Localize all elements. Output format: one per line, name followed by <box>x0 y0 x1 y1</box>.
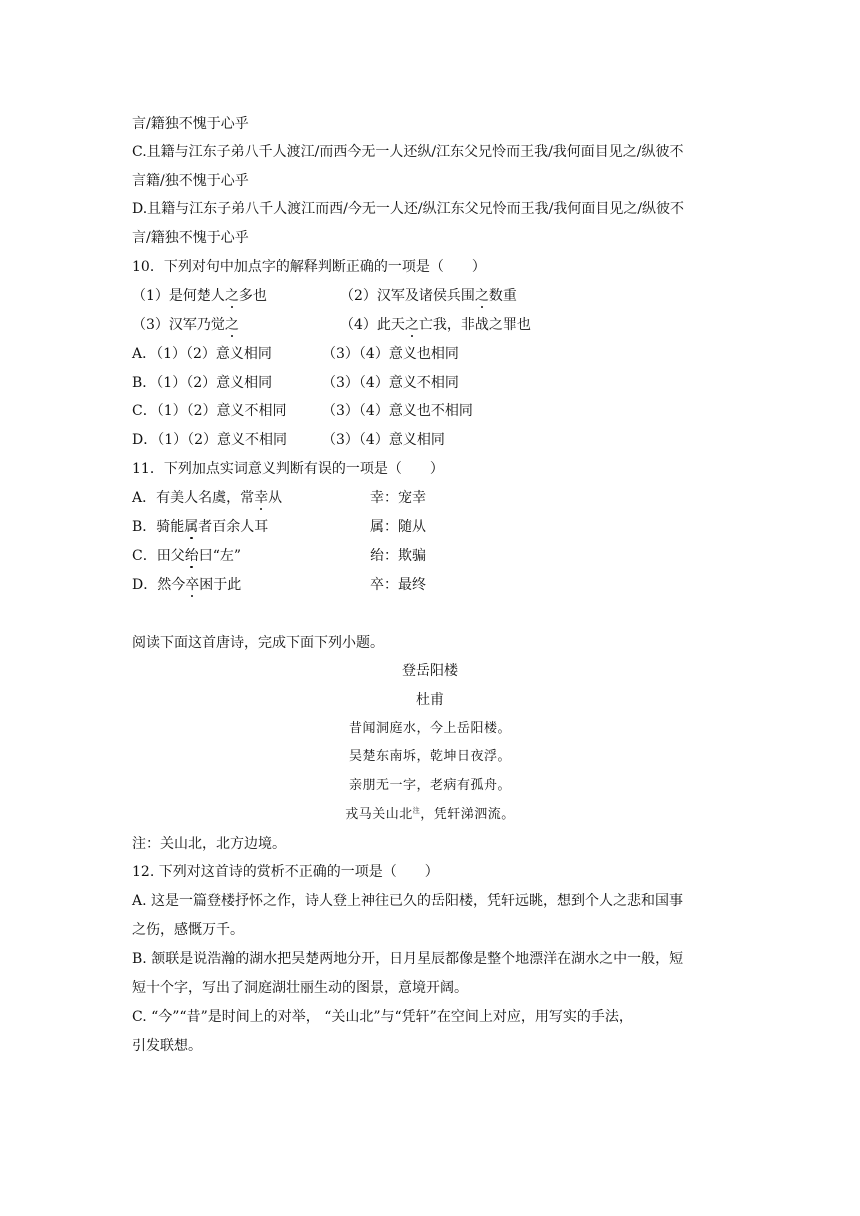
poem-line-4: 戎马关山北$^注$，凭轩涕泗流。 <box>345 806 515 822</box>
emphasis-dot-char: 之 <box>474 288 489 304</box>
emphasis-dot-char: 绐 <box>184 548 199 564</box>
q10-sentence-4: （4）此天之亡我，非战之罪也 <box>340 317 531 333</box>
q10-sentence-1: （1）是何楚人之多也 <box>132 288 267 304</box>
reading-instructions: 阅读下面这首唐诗，完成下面下列小题。 <box>132 635 384 651</box>
q10-option-d-second: （3）（4）意义相同 <box>322 432 445 448</box>
q10-sentence-2: （2）汉军及诸侯兵围之数重 <box>340 288 517 304</box>
emphasis-dot-char: 之 <box>224 317 239 333</box>
footnote-marker: 注 <box>412 806 421 815</box>
poem-footnote: 注：关山北，北方边境。 <box>132 836 286 852</box>
q12-option-a-line1: A. 这是一篇登楼抒怀之作，诗人登上神往已久的岳阳楼，凭轩远眺，想到个人之悲和国事 <box>132 893 684 909</box>
q11-option-a-gloss: 幸：宠幸 <box>370 490 426 506</box>
q10-option-b-second: （3）（4）意义不相同 <box>322 375 459 391</box>
emphasis-dot-char: 幸 <box>254 490 269 506</box>
q11-option-a: A．有美人名虞，常幸从 <box>132 490 283 506</box>
q9-option-d-line1: D.且籍与江东子弟八千人渡江而西/今无一人还/纵江东父兄怜而王我/我何面目见之/纵彼不 <box>132 201 685 217</box>
q10-option-b: B．（1）（2）意义相同 <box>132 375 273 391</box>
q10-option-c-second: （3）（4）意义也不相同 <box>322 403 473 419</box>
q9-option-c-line2: 言籍/独不愧于心乎 <box>132 173 249 189</box>
q9-option-d-line2: 言/籍独不愧于心乎 <box>132 230 249 246</box>
poem-title: 登岳阳楼 <box>402 663 458 679</box>
q12-stem: 12. 下列对这首诗的赏析不正确的一项是（ ） <box>132 864 439 880</box>
q12-option-b-line1: B. 颔联是说浩瀚的湖水把吴楚两地分开，日月星辰都像是整个地漂洋在湖水之中一般，短 <box>132 951 684 967</box>
q10-sentence-3: （3）汉军乃觉之 <box>132 317 239 333</box>
q9-option-c-line1: C.且籍与江东子弟八千人渡江/而西今无一人还纵/江东父兄怜而王我/我何面目见之/纵彼不 <box>132 144 684 160</box>
poem-line-1: 昔闻洞庭水，今上岳阳楼。 <box>348 721 511 736</box>
poem-line-3: 亲朋无一字，老病有孤舟。 <box>348 778 511 793</box>
q11-option-d-gloss: 卒：最终 <box>370 577 426 593</box>
q10-option-a: A．（1）（2）意义相同 <box>132 346 272 362</box>
q11-option-b-gloss: 属：随从 <box>370 519 426 535</box>
emphasis-dot-char: 之 <box>404 317 419 333</box>
q12-option-b-line2: 短十个字，写出了洞庭湖壮丽生动的图景，意境开阔。 <box>132 980 468 996</box>
q11-option-d: D．然今卒困于此 <box>132 577 242 593</box>
q11-option-c: C．田父绐曰“左” <box>132 548 242 564</box>
q10-stem: 10．下列对句中加点字的解释判断正确的一项是（ ） <box>132 259 486 275</box>
q12-option-a-line2: 之伤，感慨万千。 <box>132 922 244 938</box>
q11-option-c-gloss: 绐：欺骗 <box>370 548 426 564</box>
emphasis-dot-char: 属 <box>184 519 199 535</box>
emphasis-dot-char: 之 <box>224 288 239 304</box>
q11-option-b: B．骑能属者百余人耳 <box>132 519 269 535</box>
q12-option-c-line1: C. “今”“昔”是时间上的对举， “关山北”与“凭轩”在空间上对应，用写实的手法， <box>132 1009 633 1025</box>
poem-author: 杜甫 <box>416 692 444 708</box>
q10-option-d: D．（1）（2）意义不相同 <box>132 432 288 448</box>
q11-stem: 11．下列加点实词意义判断有误的一项是（ ） <box>132 461 444 477</box>
q10-option-c: C．（1）（2）意义不相同 <box>132 403 287 419</box>
q10-option-a-second: （3）（4）意义也相同 <box>322 346 459 362</box>
q12-option-c-line2: 引发联想。 <box>132 1038 202 1054</box>
poem-line-2: 吴楚东南坼，乾坤日夜浮。 <box>348 749 511 764</box>
emphasis-dot-char: 卒 <box>185 577 200 593</box>
q9-option-b-continued: 言/籍独不愧于心乎 <box>132 116 249 132</box>
